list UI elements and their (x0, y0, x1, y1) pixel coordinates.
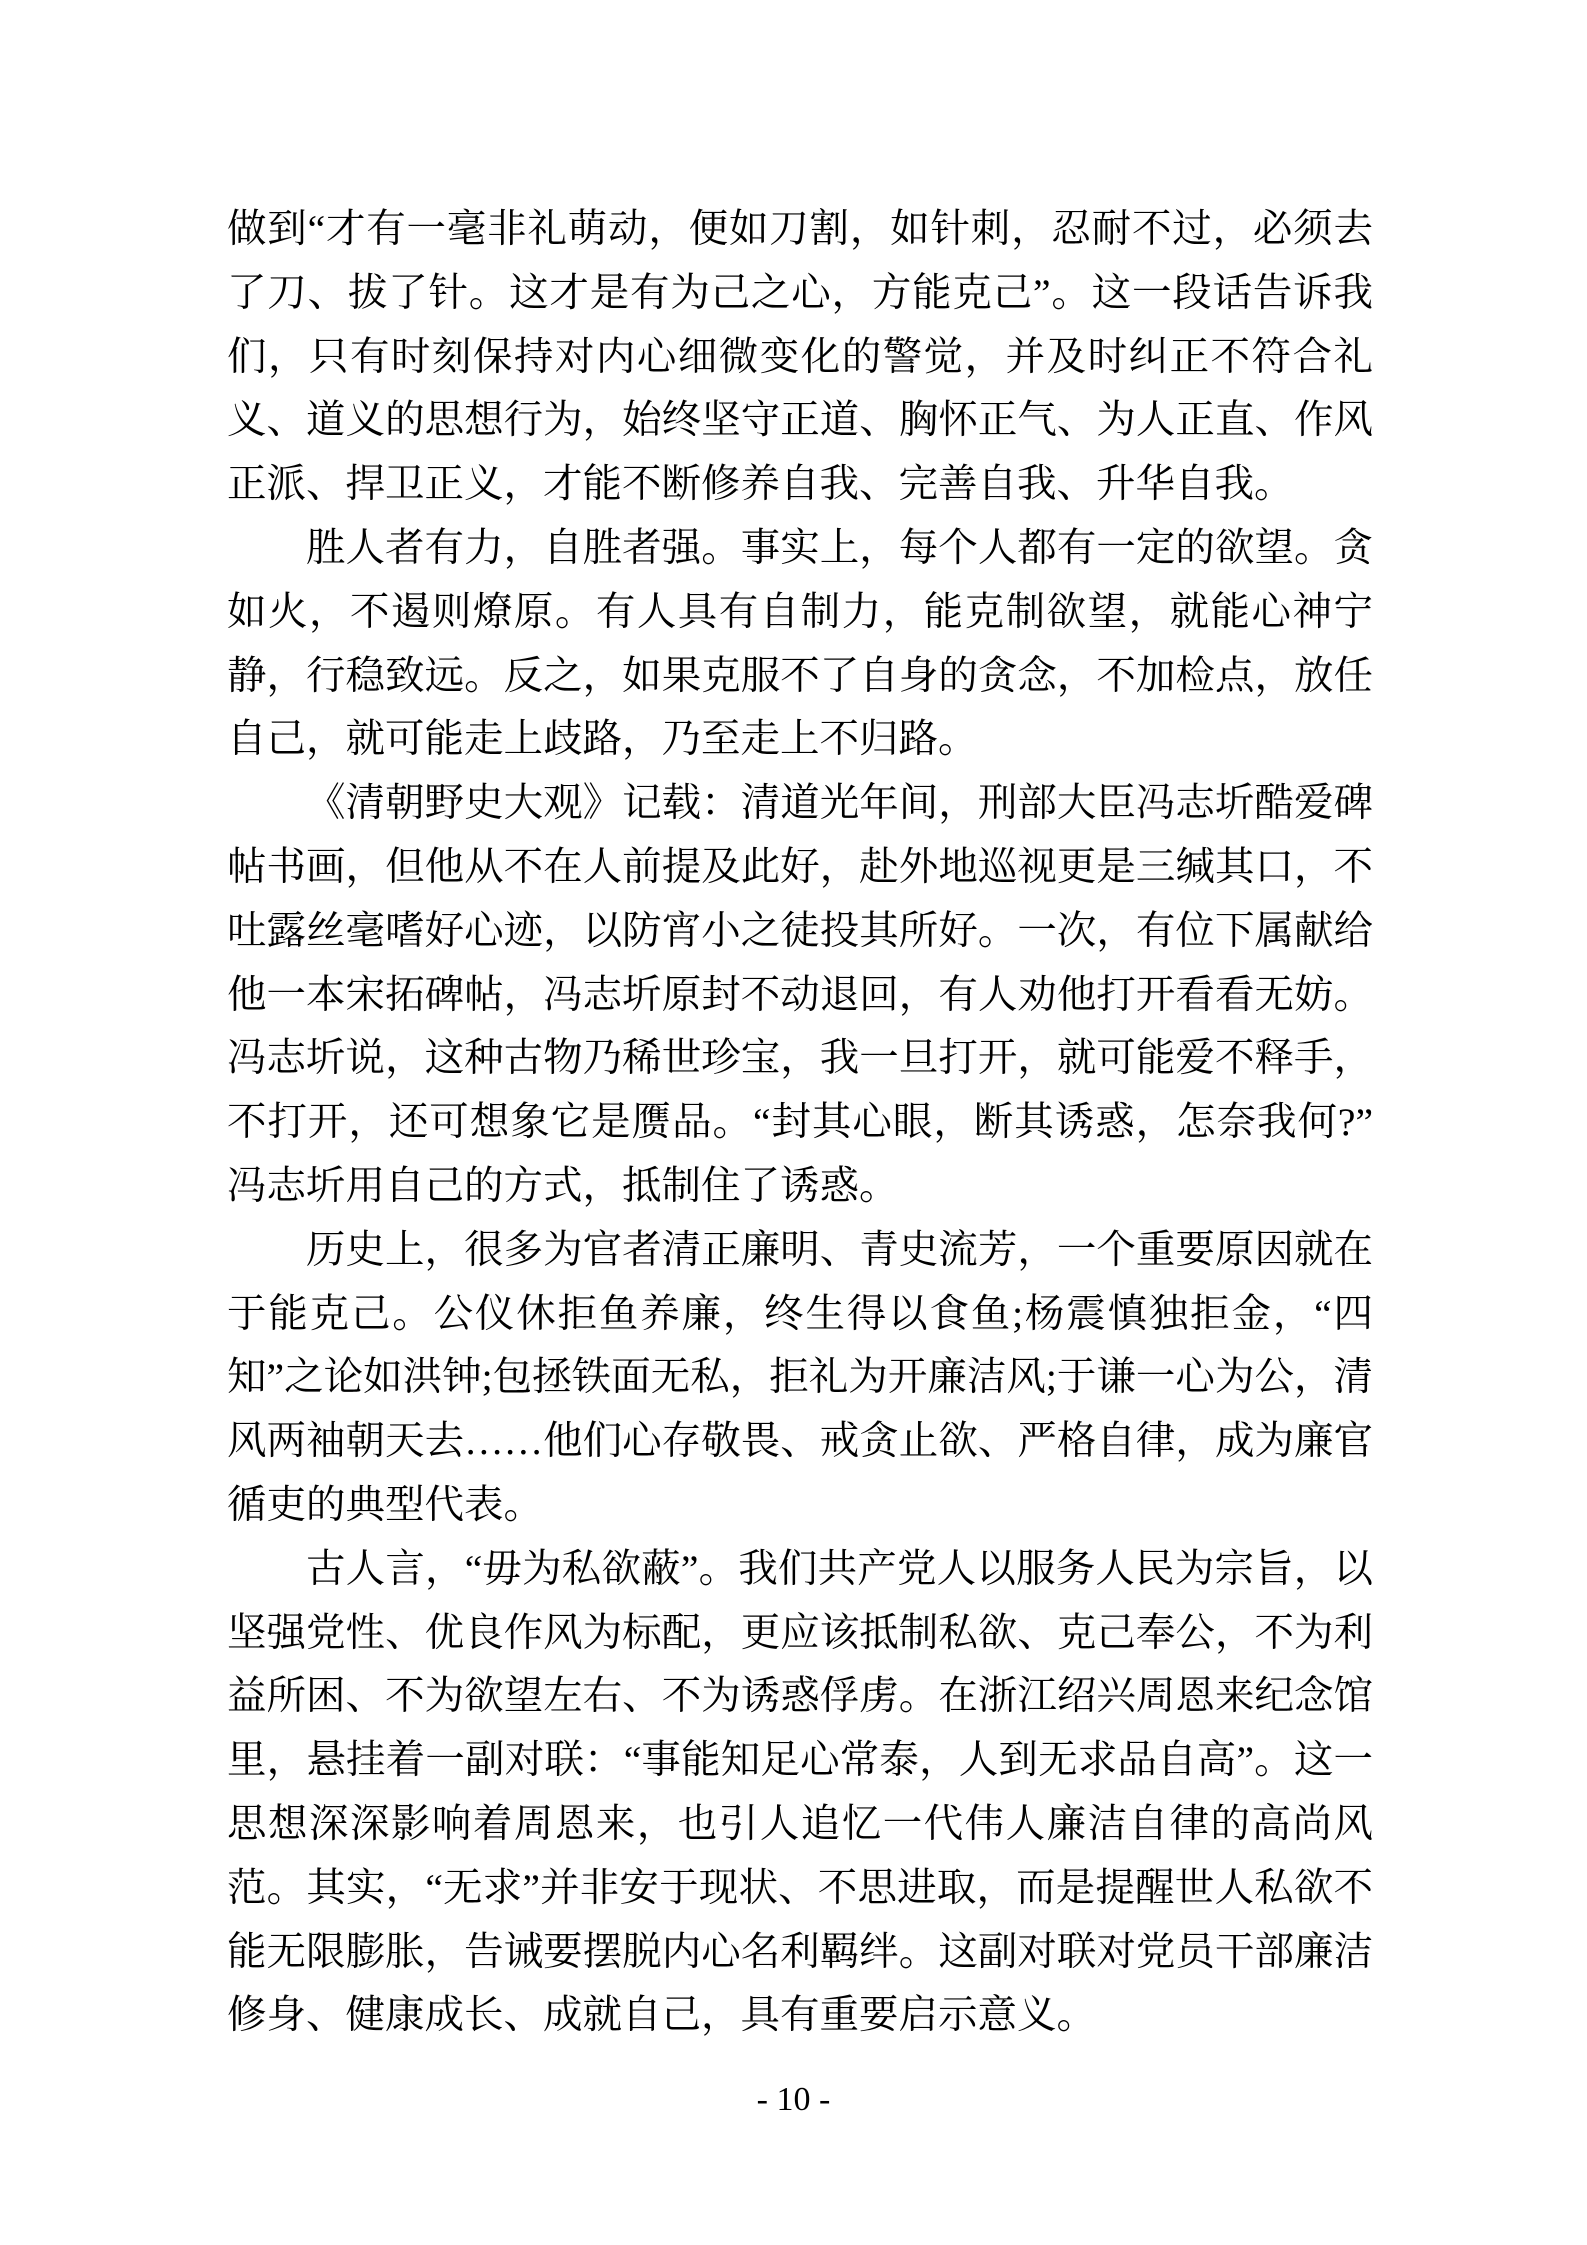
paragraph: 《清朝野史大观》记载：清道光年间，刑部大臣冯志圻酷爱碑帖书画，但他从不在人前提及此好，赴外地巡视更是三缄其口，不吐露丝毫嗜好心迹，以防宵小之徒投其所好。一次，有位下属献给他一本宋拓碑帖，冯志圻原封不动退回，有人劝他打开看看无妨。冯志圻说，这种古物乃稀世珍宝，我一旦打开，就可能爱不释手，不打开，还可想象它是赝品。“封其心眼，断其诱惑，怎奈我何?”冯志圻用自己的方式，抵制住了诱惑。 (227, 781, 1373, 1208)
paragraph: 古人言，“毋为私欲蔽”。我们共产党人以服务人民为宗旨，以坚强党性、优良作风为标配，更应该抵制私欲、克己奉公，不为利益所困、不为欲望左右、不为诱惑俘虏。在浙江绍兴周恩来纪念馆里，悬挂着一副对联：“事能知足心常泰，人到无求品自高”。这一思想深深影响着周恩来，也引人追忆一代伟人廉洁自律的高尚风范。其实，“无求”并非安于现状、不思进取，而是提醒世人私欲不能无限膨胀，告诫要摆脱内心名利羁绊。这副对联对党员干部廉洁修身、健康成长、成就自己，具有重要启示意义。 (227, 1546, 1373, 2038)
paragraph: 胜人者有力，自胜者强。事实上，每个人都有一定的欲望。贪如火，不遏则燎原。有人具有自制力，能克制欲望，就能心神宁静，行稳致远。反之，如果克服不了自身的贪念，不加检点，放任自己，就可能走上歧路，乃至走上不归路。 (227, 525, 1373, 762)
page-number: - 10 - (756, 2081, 831, 2118)
paragraph-continuation: 做到“才有一毫非礼萌动，便如刀割，如针刺，忍耐不过，必须去了刀、拔了针。这才是有为己之心，方能克己”。这一段话告诉我们，只有时刻保持对内心细微变化的警觉，并及时纠正不符合礼义、道义的思想行为，始终坚守正道、胸怀正气、为人正直、作风正派、捍卫正义，才能不断修养自我、完善自我、升华自我。 (227, 207, 1373, 507)
page-footer (0, 2080, 1587, 2120)
paragraph: 历史上，很多为官者清正廉明、青史流芳，一个重要原因就在于能克己。公仪休拒鱼养廉，终生得以食鱼;杨震慎独拒金，“四知”之论如洪钟;包拯铁面无私，拒礼为开廉洁风;于谦一心为公，清风两袖朝天去……他们心存敬畏、戒贪止欲、严格自律，成为廉官循吏的典型代表。 (227, 1227, 1373, 1527)
text-block (227, 198, 1373, 2048)
